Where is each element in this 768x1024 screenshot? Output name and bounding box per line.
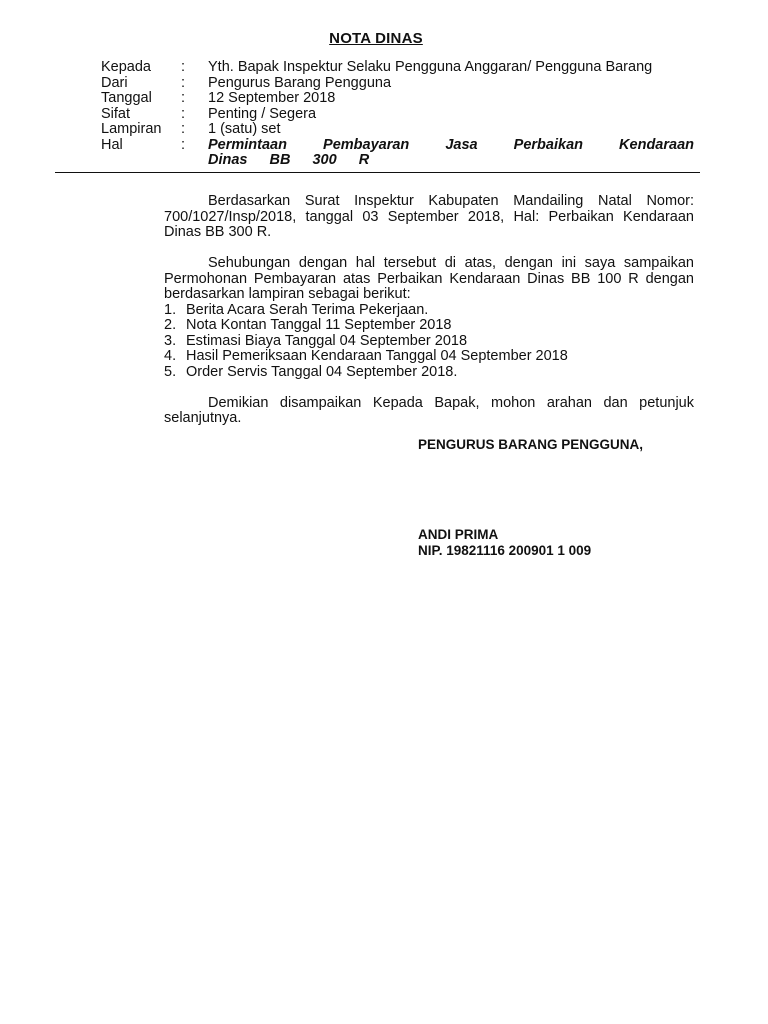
memo-body — [164, 194, 694, 427]
header-value: 1 (satu) set — [208, 121, 281, 137]
header-label: Tanggal — [101, 90, 152, 106]
subject-value: Permintaan Pembayaran Jasa Perbaikan Kendaraan Dinas BB 300 R — [208, 136, 694, 168]
header-colon: : — [181, 59, 186, 75]
list-item-number: 2. — [164, 317, 177, 333]
list-item-text: Order Servis Tanggal 04 September 2018. — [186, 363, 458, 380]
header-row-dari — [101, 76, 694, 92]
list-item — [164, 303, 694, 319]
header-label: Sifat — [101, 105, 131, 122]
list-item-text: Estimasi Biaya Tanggal 04 September 2018 — [186, 332, 468, 349]
header-colon: : — [181, 136, 186, 153]
list-item — [164, 334, 694, 350]
header-colon: : — [181, 121, 186, 137]
header-colon: : — [181, 74, 186, 91]
list-item-text: Nota Kontan Tanggal 11 September 2018 — [186, 317, 452, 333]
header-row-lampiran — [101, 122, 694, 138]
document-title: NOTA DINAS — [329, 30, 423, 47]
header-label: Hal — [101, 136, 123, 153]
list-item-number: 1. — [164, 301, 177, 318]
header-divider — [55, 172, 700, 173]
header-label: Dari — [101, 74, 128, 91]
signatory-name: ANDI PRIMA — [418, 527, 499, 542]
memo-header — [101, 60, 694, 169]
list-item — [164, 349, 694, 365]
header-value: Yth. Bapak Inspektur Selaku Pengguna Anggaran/ Pengguna Barang — [208, 59, 653, 75]
header-value: 12 September 2018 — [208, 90, 336, 106]
list-item-number: 3. — [164, 332, 177, 349]
header-label: Kepada — [101, 59, 151, 75]
paragraph-reference: Berdasarkan Surat Inspektur Kabupaten Mandailing Natal Nomor: 700/1027/Insp/2018, tanggal 03 September 2018, Hal: Perbaikan Kendaraan Dinas BB 300 R. — [164, 193, 694, 240]
signatory-nip: NIP. 19821116 200901 1 009 — [418, 543, 592, 558]
header-label: Lampiran — [101, 121, 162, 137]
list-item-number: 4. — [164, 348, 177, 364]
list-item-number: 5. — [164, 363, 177, 380]
list-item — [164, 365, 694, 381]
header-row-kepada — [101, 60, 694, 76]
signature-office: PENGURUS BARANG PENGGUNA, — [418, 437, 644, 452]
header-row-sifat — [101, 107, 694, 123]
header-value: Penting / Segera — [208, 105, 317, 122]
header-row-hal — [101, 138, 694, 169]
header-colon: : — [181, 90, 186, 106]
header-colon: : — [181, 105, 186, 122]
header-value: Pengurus Barang Pengguna — [208, 74, 392, 91]
header-row-tanggal — [101, 91, 694, 107]
attachment-list — [164, 303, 694, 381]
list-item-text: Berita Acara Serah Terima Pekerjaan. — [186, 301, 429, 318]
list-item-text: Hasil Pemeriksaan Kendaraan Tanggal 04 September 2018 — [186, 348, 568, 364]
list-item — [164, 318, 694, 334]
paragraph-request: Sehubungan dengan hal tersebut di atas, dengan ini saya sampaikan Permohonan Pembayaran atas Perbaikan Kendaraan Dinas BB 100 R dengan berdasarkan lampiran sebagai berikut: — [164, 255, 694, 302]
paragraph-closing: Demikian disampaikan Kepada Bapak, mohon arahan dan petunjuk selanjutnya. — [164, 394, 694, 426]
